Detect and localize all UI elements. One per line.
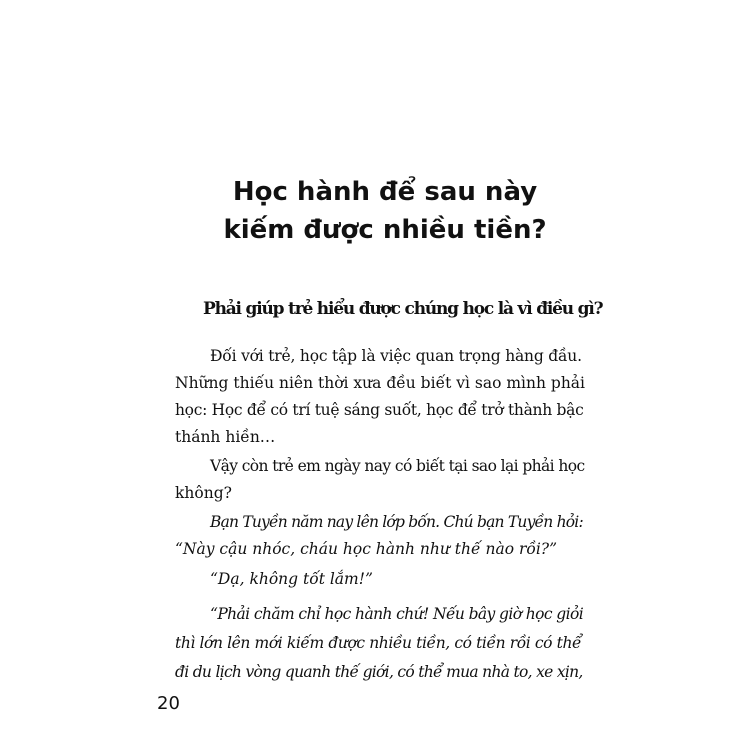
paragraph-5-line-3: đi du lịch vòng quanh thế giới, có thể mua nhà to, xe xịn, [175, 663, 583, 681]
paragraph-3-line-1: Bạn Tuyền năm nay lên lớp bốn. Chú bạn Tuyền hỏi: [210, 513, 583, 531]
paragraph-5-line-2: thì lớn lên mới kiếm được nhiều tiền, có tiền rồi có thể [175, 634, 582, 652]
page-number: 20 [157, 693, 180, 714]
paragraph-5-line-1: “Phải chăm chỉ học hành chứ! Nếu bây giờ học giỏi [210, 605, 584, 623]
paragraph-4-line-1: “Dạ, không tốt lắm!” [210, 570, 373, 588]
chapter-title-line-2: kiếm được nhiều tiền? [223, 215, 547, 245]
paragraph-1-line-2: Những thiếu niên thời xưa đều biết vì sao mình phải [175, 374, 586, 392]
chapter-title-line-1: Học hành để sau này [232, 177, 538, 207]
paragraph-1-line-1: Đối với trẻ, học tập là việc quan trọng hàng đầu. [210, 347, 582, 365]
paragraph-2-line-1: Vậy còn trẻ em ngày nay có biết tại sao lại phải học [210, 457, 585, 475]
paragraph-1-line-4: thánh hiền… [175, 428, 276, 446]
paragraph-3-line-2: “Này cậu nhóc, cháu học hành như thế nào rồi?” [175, 540, 558, 558]
section-heading: Phải giúp trẻ hiểu được chúng học là vì điều gì? [203, 299, 603, 319]
paragraph-2-line-2: không? [175, 484, 232, 502]
paragraph-1-line-3: học: Học để có trí tuệ sáng suốt, học để trở thành bậc [175, 401, 584, 419]
